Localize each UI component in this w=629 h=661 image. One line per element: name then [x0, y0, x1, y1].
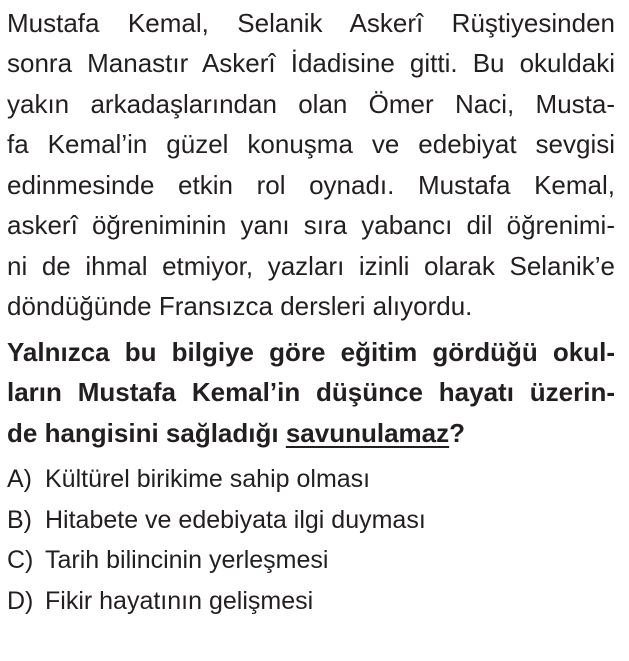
passage-line: döndüğünde Fransızca dersleri alıyordu.	[7, 291, 473, 321]
passage-line: sonra Manastır Askerî İdadisine gitti. Bu okuldaki	[7, 48, 615, 78]
passage-line: edinmesinde etkin rol oynadı. Mustafa Kemal,	[7, 170, 615, 200]
option-letter: D)	[7, 587, 34, 615]
question-mark: ?	[449, 418, 466, 448]
option-text: Hitabete ve edebiyata ilgi duyması	[45, 506, 426, 534]
option-text: Fikir hayatının gelişmesi	[45, 587, 314, 615]
option-d[interactable]	[7, 586, 313, 616]
passage-line: fa Kemal’in güzel konuşma ve edebiyat sevgisi	[7, 129, 615, 159]
question-text: de hangisini sağladığı	[7, 418, 286, 448]
option-a[interactable]	[7, 464, 370, 494]
option-b[interactable]	[7, 505, 426, 535]
question-line: Yalnızca bu bilgiye göre eğitim gördüğü okul-	[7, 337, 615, 367]
option-text: Tarih bilincinin yerleşmesi	[45, 546, 329, 574]
option-letter: A)	[7, 465, 32, 493]
option-text: Kültürel birikime sahip olması	[45, 465, 371, 493]
passage-line: yakın arkadaşlarından olan Ömer Naci, Musta-	[7, 89, 615, 119]
option-c[interactable]	[7, 545, 328, 575]
option-letter: C)	[7, 546, 34, 574]
negation-emphasis: savunulamaz	[285, 418, 450, 448]
passage-line: askerî öğreniminin yanı sıra yabancı dil öğrenimi-	[7, 210, 615, 240]
question-line: ların Mustafa Kemal’in düşünce hayatı üzerin-	[7, 377, 615, 407]
option-letter: B)	[7, 506, 32, 534]
passage-line: Mustafa Kemal, Selanik Askerî Rüştiyesinden	[7, 8, 615, 38]
passage-line: ni de ihmal etmiyor, yazları izinli olarak Selanik’e	[7, 251, 615, 281]
question-line	[7, 418, 615, 448]
